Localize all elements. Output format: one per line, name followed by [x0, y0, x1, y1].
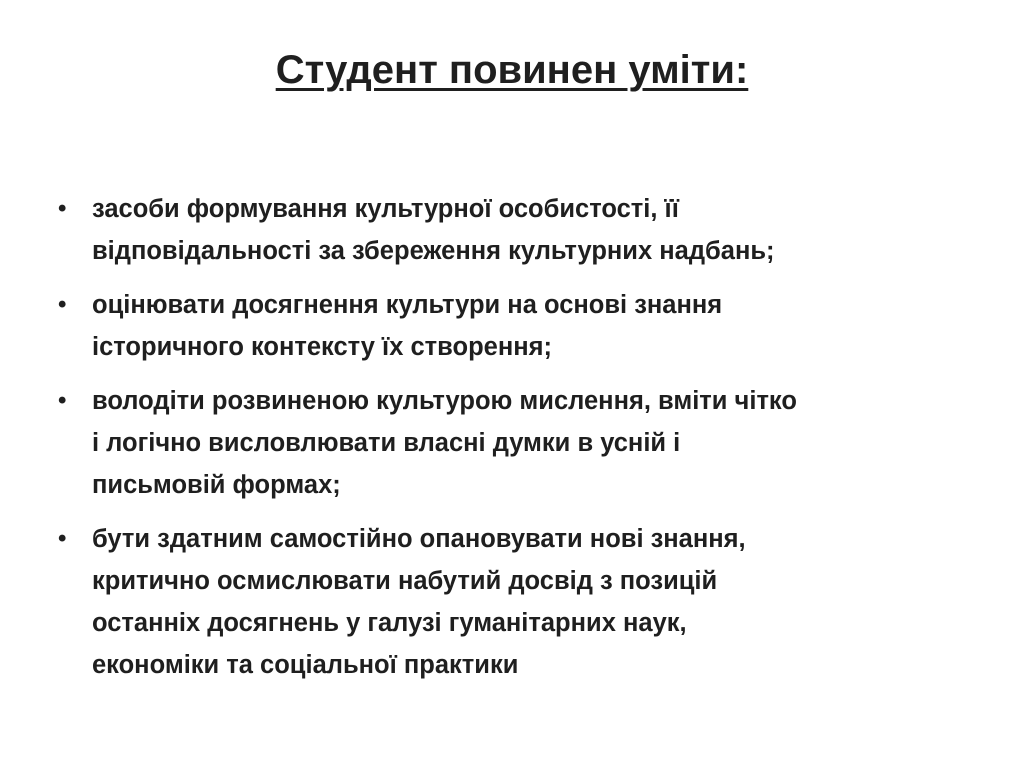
bullet-line: і логічно висловлювати власні думки в усній і — [92, 429, 681, 457]
bullet-line: останніх досягнень у галузі гуманітарних наук, — [92, 609, 687, 637]
bullet-line: історичного контексту їх створення; — [92, 333, 553, 361]
bullet-icon: • — [58, 387, 67, 414]
bullet-item-1 — [58, 188, 958, 272]
bullet-line: володіти розвиненою культурою мислення, вміти чітко — [92, 387, 797, 415]
bullet-line: бути здатним самостійно опановувати нові знання, — [92, 525, 746, 553]
bullet-item-3 — [58, 380, 958, 506]
slide-title-text: Студент повинен уміти: — [275, 48, 749, 92]
bullet-line: економіки та соціальної практики — [92, 651, 519, 679]
bullet-item-4 — [58, 518, 958, 686]
bullet-line: відповідальності за збереження культурних надбань; — [92, 237, 775, 265]
bullet-icon: • — [58, 525, 67, 552]
bullet-icon: • — [58, 291, 67, 318]
bullet-line: письмовій формах; — [92, 471, 341, 499]
bullet-icon: • — [58, 195, 67, 222]
bullet-line: критично осмислювати набутий досвід з позицій — [92, 567, 718, 595]
bullet-line: оцінювати досягнення культури на основі знання — [92, 291, 723, 319]
bullet-list — [58, 188, 958, 698]
slide-title — [0, 40, 1024, 100]
bullet-line: засоби формування культурної особистості, її — [92, 195, 679, 223]
bullet-item-2 — [58, 284, 958, 368]
